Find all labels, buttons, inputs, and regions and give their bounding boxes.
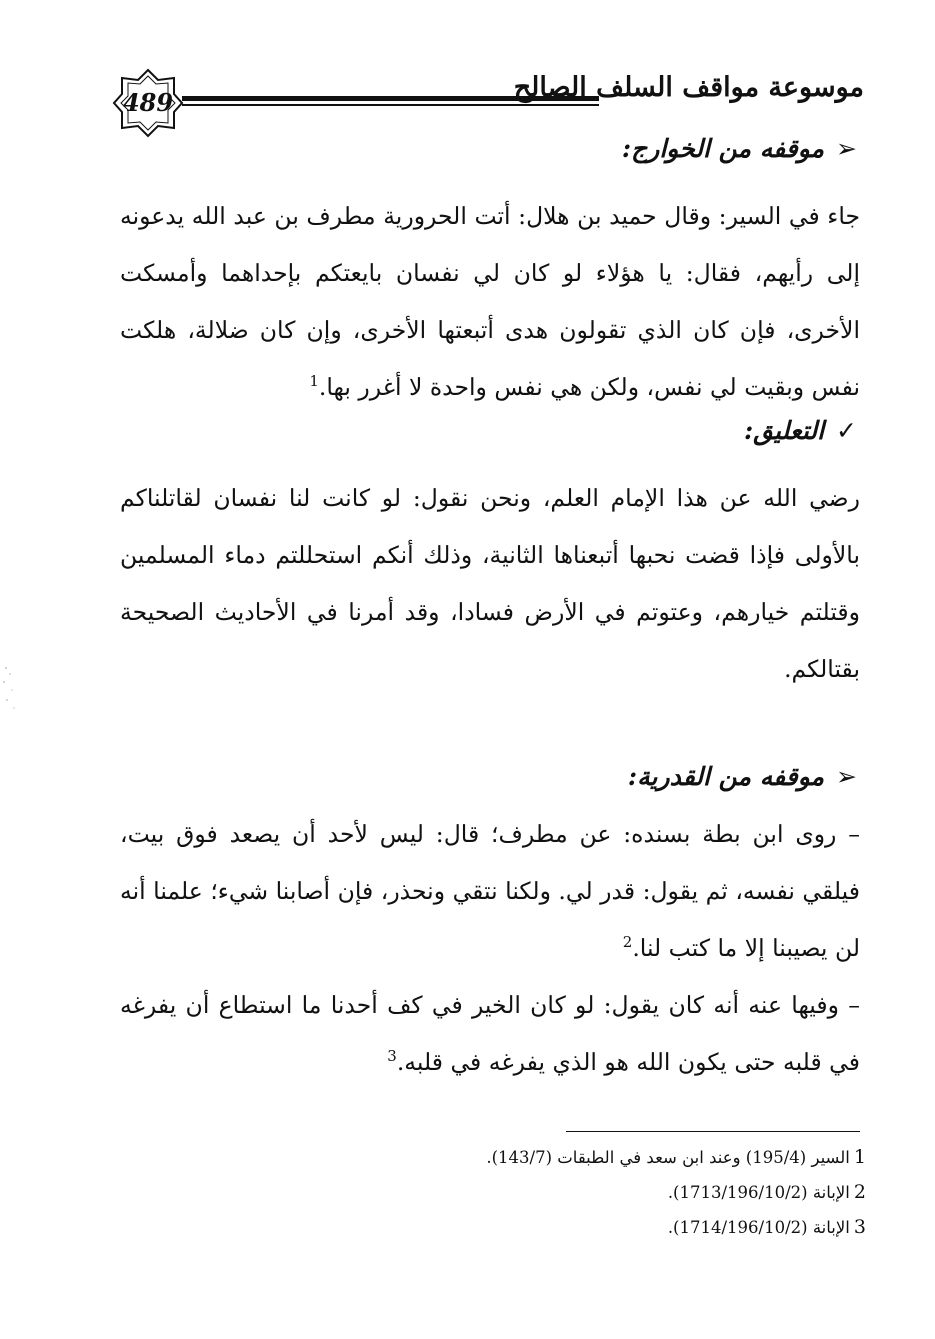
footnote-number: 2 bbox=[853, 1181, 866, 1203]
footnote-text: الإبانة (1714/196/10/2). bbox=[667, 1218, 850, 1237]
section-body-qadariyya bbox=[120, 806, 860, 1091]
footnotes bbox=[420, 1140, 866, 1245]
section-heading-khawarij bbox=[622, 134, 857, 163]
heading-text: موقفه من القدرية: bbox=[627, 762, 825, 791]
footnote-item bbox=[420, 1210, 866, 1245]
arrow-marker-icon: ➢ bbox=[836, 134, 857, 163]
section-body-commentary bbox=[120, 470, 860, 698]
paragraph: رضي الله عن هذا الإمام العلم، ونحن نقول: لو كانت لنا نفسان لقاتلناكم بالأولى فإذا قضت نحبها أتبعناها الثانية، وذلك أنكم استحللتم دماء المسلمين وقتلتم خيارهم، وعتوتم في الأرض فسادا، وقد أمرنا في الأحاديث الصحيحة بقتالكم. bbox=[120, 484, 860, 683]
footnote-ref[interactable]: 3 bbox=[387, 1047, 397, 1066]
footnote-item bbox=[420, 1140, 866, 1175]
page-number-badge bbox=[112, 68, 184, 138]
footnote-text: السير (195/4) وعند ابن سعد في الطبقات (143/7). bbox=[486, 1148, 850, 1167]
footnote-ref[interactable]: 1 bbox=[309, 372, 319, 391]
checkmark-icon: ✓ bbox=[836, 416, 857, 445]
section-heading-qadariyya bbox=[628, 762, 857, 791]
series-title: موسوعة مواقف السلف الصالح bbox=[513, 72, 864, 103]
scan-artifact bbox=[0, 660, 30, 720]
footnote-separator bbox=[566, 1131, 860, 1132]
footnote-number: 3 bbox=[853, 1216, 866, 1238]
paragraph: – وفيها عنه أنه كان يقول: لو كان الخير في كف أحدنا ما استطاع أن يفرغه في قلبه حتى يكون الله هو الذي يفرغه في قلبه.$^3$ bbox=[120, 991, 860, 1076]
paragraph: – روى ابن بطة بسنده: عن مطرف؛ قال: ليس لأحد أن يصعد فوق بيت، فيلقي نفسه، ثم يقول: قدر لي. ولكنا نتقي ونحذر، فإن أصابنا شيء؛ علمنا أنه لن يصيبنا إلا ما كتب لنا.$^2$ bbox=[120, 820, 860, 962]
footnote-text: الإبانة (1713/196/10/2). bbox=[667, 1183, 850, 1202]
section-body-khawarij bbox=[120, 188, 860, 416]
page-number: 489 bbox=[122, 88, 174, 117]
footnote-ref[interactable]: 2 bbox=[622, 933, 633, 952]
section-heading-commentary bbox=[744, 416, 857, 445]
heading-text: موقفه من الخوارج: bbox=[621, 134, 825, 163]
arrow-marker-icon: ➢ bbox=[836, 762, 857, 791]
paragraph: جاء في السير: وقال حميد بن هلال: أتت الحرورية مطرف بن عبد الله يدعونه إلى رأيهم، فقال: يا هؤلاء لو كان لي نفسان بايعتكم بإحداهما وأمسكت الأخرى، فإن كان الذي تقولون هدى أتبعتها الأخرى، وإن كان ضلالة، هلكت نفس وبقيت لي نفس، ولكن هي نفس واحدة لا أغرر بها.$^1$ bbox=[120, 202, 860, 401]
footnote-item bbox=[420, 1175, 866, 1210]
page-header bbox=[112, 68, 864, 138]
header-rule-thin bbox=[182, 104, 599, 106]
footnote-number: 1 bbox=[853, 1146, 866, 1168]
heading-text: التعليق: bbox=[743, 416, 825, 445]
